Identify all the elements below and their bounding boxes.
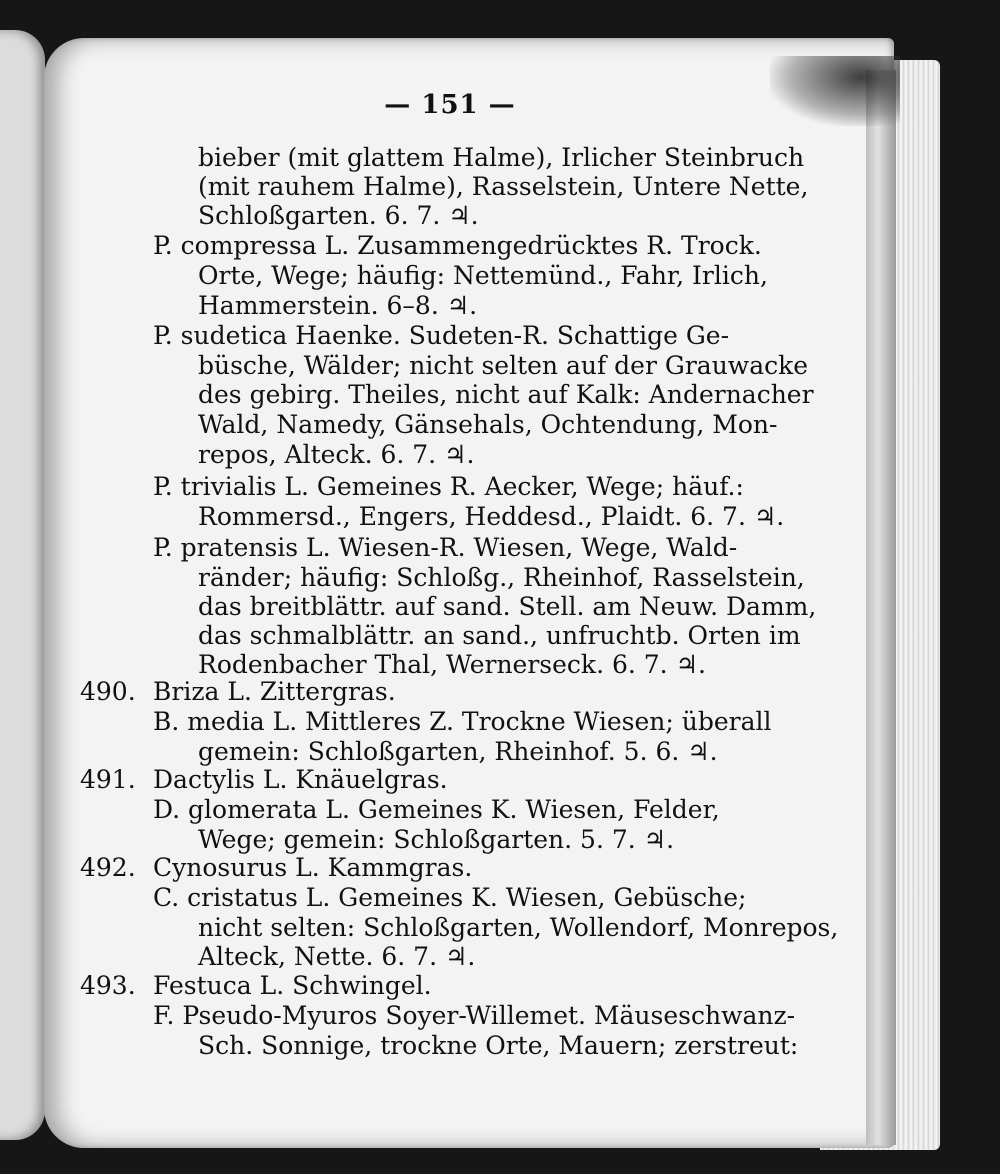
text-line: P. trivialis L. Gemeines R. Aecker, Wege; häuf.: [153, 472, 744, 501]
corner-stain [770, 56, 900, 126]
text-line: Wald, Namedy, Gänsehals, Ochtendung, Mon- [198, 410, 778, 439]
text-line: Schloßgarten. 6. 7. ♃. [198, 201, 479, 230]
genus-heading: Dactylis L. Knäuelgras. [153, 765, 448, 794]
text-line: B. media L. Mittleres Z. Trockne Wiesen; überall [153, 707, 772, 736]
text-line: Sch. Sonnige, trockne Orte, Mauern; zerstreut: [198, 1031, 799, 1060]
genus-heading: Festuca L. Schwingel. [153, 971, 432, 1000]
text-line: D. glomerata L. Gemeines K. Wiesen, Felder, [153, 795, 720, 824]
page-edge-shadow [866, 70, 896, 1145]
genus-heading: Briza L. Zittergras. [153, 677, 396, 706]
text-line: büsche, Wälder; nicht selten auf der Grauwacke [198, 351, 809, 380]
text-line: Wege; gemein: Schloßgarten. 5. 7. ♃. [198, 825, 675, 854]
text-line: bieber (mit glattem Halme), Irlicher Steinbruch [198, 143, 805, 172]
text-line: ränder; häufig: Schloßg., Rheinhof, Rasselstein, [198, 563, 805, 592]
text-line: P. sudetica Haenke. Sudeten-R. Schattige Ge- [153, 321, 730, 350]
genus-number: 490. [80, 677, 136, 706]
page-number: — 151 — [384, 90, 516, 120]
text-line: P. pratensis L. Wiesen-R. Wiesen, Wege, Wald- [153, 533, 738, 562]
text-line: Rommersd., Engers, Heddesd., Plaidt. 6. 7. ♃. [198, 502, 785, 531]
text-line: Alteck, Nette. 6. 7. ♃. [198, 942, 476, 971]
text-line: das breitblättr. auf sand. Stell. am Neuw. Damm, [198, 592, 817, 621]
text-line: nicht selten: Schloßgarten, Wollendorf, Monrepos, [198, 913, 839, 942]
text-line: Orte, Wege; häufig: Nettemünd., Fahr, Irlich, [198, 261, 768, 290]
text-line: Hammerstein. 6–8. ♃. [198, 291, 478, 320]
text-line: gemein: Schloßgarten, Rheinhof. 5. 6. ♃. [198, 737, 718, 766]
text-line: P. compressa L. Zusammengedrücktes R. Trock. [153, 231, 762, 260]
genus-number: 493. [80, 971, 136, 1000]
genus-number: 492. [80, 853, 136, 882]
text-line: das schmalblättr. an sand., unfruchtb. Orten im [198, 621, 801, 650]
text-line: repos, Alteck. 6. 7. ♃. [198, 440, 475, 469]
text-line: Rodenbacher Thal, Wernerseck. 6. 7. ♃. [198, 650, 706, 679]
genus-heading: Cynosurus L. Kammgras. [153, 853, 473, 882]
text-line: (mit rauhem Halme), Rasselstein, Untere Nette, [198, 172, 809, 201]
left-page-edge [0, 30, 45, 1140]
genus-number: 491. [80, 765, 136, 794]
text-line: C. cristatus L. Gemeines K. Wiesen, Gebüsche; [153, 883, 747, 912]
text-line: des gebirg. Theiles, nicht auf Kalk: Andernacher [198, 380, 814, 409]
text-line: F. Pseudo-Myuros Soyer-Willemet. Mäuseschwanz- [153, 1001, 796, 1030]
